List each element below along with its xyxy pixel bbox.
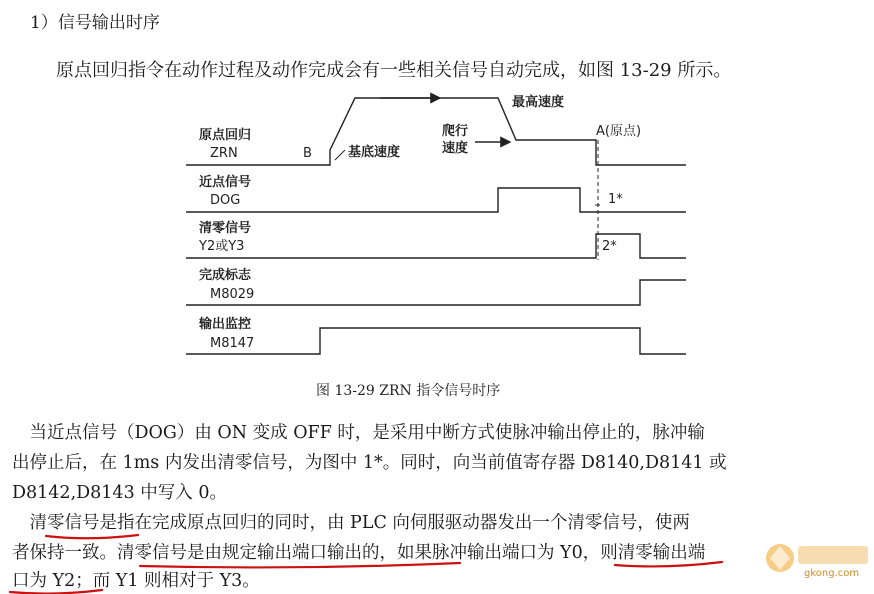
row-1-name: 原点回归 — [199, 128, 252, 143]
max-speed-label: 最高速度 — [512, 95, 565, 110]
row-5-name: 输出监控 — [199, 317, 252, 332]
row-2-name: 近点信号 — [199, 175, 252, 190]
watermark-logo — [760, 538, 872, 582]
row-4-name: 完成标志 — [199, 268, 252, 283]
figure-caption: 图 13-29 ZRN 指令信号时序 — [316, 383, 501, 399]
note-1-label: 1* — [608, 192, 623, 207]
paragraph-line-6: 口为 Y2；而 Y1 则相对于 Y3。 — [12, 571, 260, 591]
base-speed-label: 基底速度 — [348, 145, 401, 160]
row-5-sub: M8147 — [210, 336, 255, 351]
underline-4 — [10, 590, 102, 594]
row-4-sub: M8029 — [210, 287, 255, 302]
underline-2 — [140, 563, 460, 567]
watermark-text: gkong.com — [804, 568, 860, 579]
paragraph-line-5: 者保持一致。清零信号是由规定输出端口输出的，如果脉冲输出端口为 Y0，则清零输出端 — [12, 543, 706, 563]
row-3-sub: Y2或Y3 — [199, 239, 245, 254]
row-1-sub: ZRN — [210, 146, 238, 161]
paragraph-line-2: 出停止后，在 1ms 内发出清零信号，为图中 1*。同时，向当前值寄存器 D8140,D8141 或 — [12, 453, 727, 473]
paragraph-line-3: D8142,D8143 中写入 0。 — [12, 483, 227, 503]
label-b: B — [303, 146, 312, 161]
creep-speed-label-2: 速度 — [442, 141, 469, 156]
underline-1 — [46, 535, 138, 538]
section-heading: 1）信号输出时序 — [30, 13, 160, 33]
underline-3 — [615, 562, 722, 566]
paragraph-line-1: 当近点信号（DOG）由 ON 变成 OFF 时，是采用中断方式使脉冲输出停止的，脉冲输 — [12, 423, 705, 443]
note-2-label: 2* — [602, 239, 617, 254]
row-3-name: 清零信号 — [199, 221, 252, 236]
creep-speed-label-1: 爬行 — [442, 124, 469, 139]
origin-a-label: A(原点) — [596, 124, 642, 139]
paragraph-line-4: 清零信号是指在完成原点回归的同时，由 PLC 向伺服驱动器发出一个清零信号，使两 — [12, 513, 690, 533]
row-2-sub: DOG — [210, 193, 241, 208]
intro-paragraph: 原点回归指令在动作过程及动作完成会有一些相关信号自动完成，如图 13-29 所示。 — [56, 60, 732, 81]
